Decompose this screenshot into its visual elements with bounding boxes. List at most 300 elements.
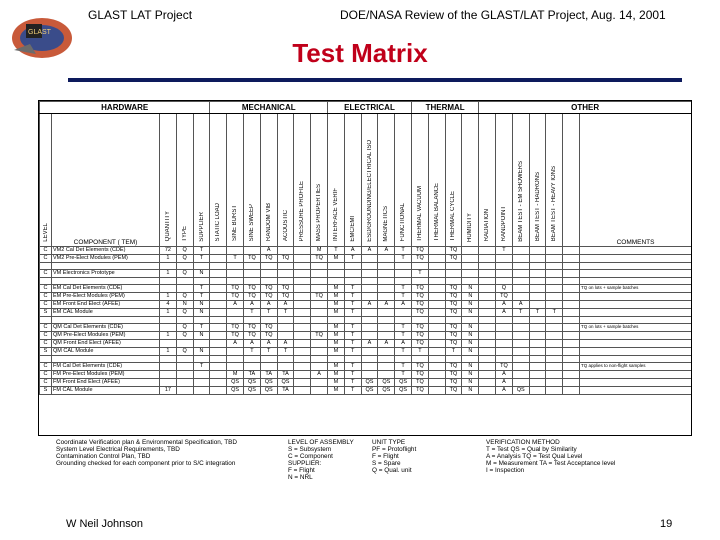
matrix-cell: QS: [260, 379, 277, 387]
matrix-cell: TQ: [496, 293, 513, 301]
column-header: HUMIDITY: [462, 114, 479, 247]
matrix-cell: T: [395, 285, 412, 293]
matrix-cell: 1: [160, 270, 177, 278]
matrix-cell: A: [277, 340, 294, 348]
matrix-cell: [428, 293, 445, 301]
matrix-cell: TQ: [244, 285, 261, 293]
matrix-cell: TQ: [445, 324, 462, 332]
matrix-cell: A: [378, 340, 395, 348]
matrix-cell: [563, 363, 580, 371]
comment-cell: TQ applies to non-flight samples: [580, 363, 692, 371]
matrix-cell: T: [344, 324, 361, 332]
matrix-cell: TQ: [496, 363, 513, 371]
matrix-cell: [227, 309, 244, 317]
matrix-cell: [210, 371, 227, 379]
matrix-cell: [361, 309, 378, 317]
matrix-cell: [546, 332, 563, 340]
matrix-cell: T: [395, 332, 412, 340]
matrix-cell: A: [227, 340, 244, 348]
matrix-cell: [512, 340, 529, 348]
matrix-cell: [378, 255, 395, 263]
matrix-cell: T: [395, 363, 412, 371]
matrix-cell: Q: [176, 247, 193, 255]
column-header: ACOUSTIC: [277, 114, 294, 247]
matrix-cell: [244, 363, 261, 371]
matrix-cell: N: [193, 309, 210, 317]
matrix-cell: [311, 301, 328, 309]
level-cell: C: [40, 363, 52, 371]
matrix-cell: [428, 309, 445, 317]
matrix-cell: N: [462, 332, 479, 340]
matrix-cell: QS: [395, 387, 412, 395]
matrix-cell: [361, 348, 378, 356]
matrix-cell: [546, 348, 563, 356]
matrix-cell: A: [277, 301, 294, 309]
matrix-cell: T: [412, 348, 429, 356]
matrix-cell: N: [462, 348, 479, 356]
matrix-cell: T: [395, 371, 412, 379]
matrix-cell: Q: [176, 293, 193, 301]
matrix-cell: A: [496, 387, 513, 395]
matrix-cell: [210, 255, 227, 263]
matrix-cell: [210, 309, 227, 317]
matrix-cell: [193, 371, 210, 379]
table-row: [40, 332, 692, 340]
matrix-cell: TQ: [412, 293, 429, 301]
matrix-cell: TQ: [412, 247, 429, 255]
matrix-cell: [260, 270, 277, 278]
matrix-cell: [361, 293, 378, 301]
matrix-cell: [563, 293, 580, 301]
matrix-cell: TQ: [445, 285, 462, 293]
legend-line: Coordinate Verification plan & Environmental Specification, TBD: [56, 439, 238, 446]
matrix-cell: [210, 340, 227, 348]
matrix-cell: T: [344, 301, 361, 309]
column-header: BEAM TEST - HADRONS: [529, 114, 546, 247]
matrix-cell: T: [344, 348, 361, 356]
matrix-cell: [546, 379, 563, 387]
matrix-cell: Q: [176, 255, 193, 263]
matrix-cell: [546, 255, 563, 263]
table-row: [40, 324, 692, 332]
column-header: BEAM TEST - HEAVY IONS: [546, 114, 563, 247]
matrix-cell: TQ: [227, 324, 244, 332]
matrix-cell: [160, 324, 177, 332]
level-cell: C: [40, 301, 52, 309]
legend-line: M = Measurement TA = Test Acceptance level: [486, 460, 616, 468]
matrix-cell: [294, 285, 311, 293]
matrix-cell: T: [344, 293, 361, 301]
matrix-cell: [160, 285, 177, 293]
matrix-cell: TQ: [445, 301, 462, 309]
column-header: SINE SWEEP: [244, 114, 261, 247]
column-header: QUANTITY: [160, 114, 177, 247]
matrix-cell: [479, 348, 496, 356]
matrix-cell: 72: [160, 247, 177, 255]
legend-line: F = Flight: [288, 467, 315, 475]
matrix-cell: TQ: [260, 285, 277, 293]
matrix-cell: QS: [227, 379, 244, 387]
logo-text: GLAST: [28, 29, 51, 36]
matrix-cell: [277, 332, 294, 340]
group-header: THERMAL: [412, 102, 479, 114]
matrix-cell: QS: [244, 387, 261, 395]
group-header: OTHER: [479, 102, 692, 114]
matrix-cell: [311, 309, 328, 317]
matrix-cell: [529, 255, 546, 263]
matrix-cell: T: [344, 285, 361, 293]
matrix-cell: T: [277, 348, 294, 356]
matrix-cell: [294, 309, 311, 317]
matrix-cell: [563, 309, 580, 317]
comment-cell: [580, 247, 692, 255]
matrix-cell: A: [244, 301, 261, 309]
matrix-cell: 1: [160, 255, 177, 263]
matrix-cell: [210, 301, 227, 309]
matrix-cell: TQ: [311, 293, 328, 301]
comment-cell: [580, 379, 692, 387]
matrix-cell: [529, 363, 546, 371]
matrix-cell: [479, 301, 496, 309]
component-cell: QM Cal Det Elements (CDE): [52, 324, 160, 332]
project-label: GLAST LAT Project: [88, 8, 193, 22]
legend-line: F = Flight: [372, 453, 399, 461]
matrix-cell: [428, 270, 445, 278]
matrix-cell: [294, 371, 311, 379]
matrix-cell: A: [344, 247, 361, 255]
matrix-cell: [428, 340, 445, 348]
level-cell: C: [40, 332, 52, 340]
component-cell: FM Front End Elect (AFEE): [52, 379, 160, 387]
matrix-cell: [529, 293, 546, 301]
column-header: EMC/EMI: [344, 114, 361, 247]
matrix-cell: [529, 371, 546, 379]
matrix-cell: [294, 324, 311, 332]
matrix-cell: T: [260, 348, 277, 356]
column-header: MAGNETICS: [378, 114, 395, 247]
matrix-cell: A: [260, 340, 277, 348]
matrix-cell: [294, 270, 311, 278]
matrix-cell: [529, 332, 546, 340]
component-cell: FM CAL Module: [52, 387, 160, 395]
matrix-cell: TQ: [445, 371, 462, 379]
matrix-cell: T: [395, 324, 412, 332]
column-header: BEAM TEST - EM SHOWERS: [512, 114, 529, 247]
matrix-cell: M: [328, 332, 345, 340]
test-matrix-table: [38, 100, 692, 436]
matrix-cell: T: [395, 293, 412, 301]
matrix-cell: A: [244, 340, 261, 348]
table-row: [40, 340, 692, 348]
matrix-cell: Q: [496, 285, 513, 293]
matrix-cell: QS: [227, 387, 244, 395]
matrix-cell: [176, 285, 193, 293]
matrix-cell: [546, 371, 563, 379]
matrix-cell: T: [227, 255, 244, 263]
matrix-cell: A: [361, 340, 378, 348]
comment-cell: [580, 301, 692, 309]
matrix-cell: [311, 387, 328, 395]
matrix-cell: A: [512, 301, 529, 309]
matrix-cell: [361, 270, 378, 278]
matrix-cell: [311, 379, 328, 387]
matrix-cell: TQ: [311, 332, 328, 340]
component-cell: FM Pre-Elect Modules (PEM): [52, 371, 160, 379]
matrix-cell: TQ: [445, 379, 462, 387]
matrix-cell: N: [462, 293, 479, 301]
legend-line: S = Spare: [372, 460, 401, 468]
level-cell: C: [40, 293, 52, 301]
matrix-cell: [428, 324, 445, 332]
matrix-cell: TA: [277, 371, 294, 379]
matrix-cell: QS: [244, 379, 261, 387]
matrix-cell: [479, 270, 496, 278]
matrix-cell: TQ: [412, 379, 429, 387]
matrix-cell: [428, 387, 445, 395]
matrix-cell: TQ: [244, 293, 261, 301]
matrix-cell: QS: [378, 387, 395, 395]
matrix-cell: [294, 332, 311, 340]
matrix-cell: [563, 301, 580, 309]
table-row: [40, 301, 692, 309]
comment-cell: [580, 255, 692, 263]
matrix-cell: QS: [395, 379, 412, 387]
level-header: LEVEL: [40, 114, 52, 247]
matrix-cell: A: [496, 309, 513, 317]
matrix-cell: TQ: [244, 255, 261, 263]
matrix-cell: [479, 340, 496, 348]
matrix-cell: [210, 270, 227, 278]
matrix-cell: TQ: [412, 255, 429, 263]
comment-cell: [580, 371, 692, 379]
table-row: [40, 309, 692, 317]
matrix-cell: T: [546, 309, 563, 317]
matrix-cell: [176, 371, 193, 379]
matrix-cell: [512, 332, 529, 340]
component-cell: QM CAL Module: [52, 348, 160, 356]
matrix-cell: TQ: [277, 293, 294, 301]
matrix-cell: [546, 363, 563, 371]
matrix-cell: [311, 285, 328, 293]
component-cell: EM Front End Elect (AFEE): [52, 301, 160, 309]
matrix-cell: [227, 247, 244, 255]
matrix-cell: [428, 363, 445, 371]
matrix-cell: [529, 285, 546, 293]
matrix-cell: T: [395, 348, 412, 356]
legend-unit-type: [372, 439, 416, 474]
matrix-cell: [378, 285, 395, 293]
matrix-cell: [210, 387, 227, 395]
level-cell: S: [40, 348, 52, 356]
matrix-cell: 17: [160, 387, 177, 395]
matrix-cell: [563, 285, 580, 293]
matrix-cell: T: [529, 309, 546, 317]
matrix-cell: [378, 324, 395, 332]
matrix-cell: N: [193, 270, 210, 278]
matrix-cell: TQ: [412, 332, 429, 340]
matrix-cell: 4: [160, 301, 177, 309]
matrix-cell: TQ: [412, 340, 429, 348]
column-header: THERMAL BALANCE: [428, 114, 445, 247]
matrix-cell: [294, 387, 311, 395]
group-header: ELECTRICAL: [328, 102, 412, 114]
matrix-cell: [193, 379, 210, 387]
matrix-cell: TQ: [412, 371, 429, 379]
comment-cell: [580, 332, 692, 340]
matrix-cell: [311, 270, 328, 278]
matrix-cell: M: [328, 293, 345, 301]
legend-line: UNIT TYPE: [372, 439, 406, 446]
spacer-row: [40, 263, 692, 270]
column-header: PRESSURE PROFILE: [294, 114, 311, 247]
matrix-cell: [294, 255, 311, 263]
matrix-cell: TQ: [412, 363, 429, 371]
level-cell: C: [40, 324, 52, 332]
matrix-cell: [311, 324, 328, 332]
matrix-cell: [361, 285, 378, 293]
matrix-cell: [512, 348, 529, 356]
matrix-cell: TA: [277, 387, 294, 395]
matrix-cell: T: [344, 255, 361, 263]
matrix-cell: 1: [160, 332, 177, 340]
comment-cell: [580, 270, 692, 278]
matrix-cell: [277, 247, 294, 255]
matrix-cell: [546, 293, 563, 301]
column-header: STATIC LOAD: [210, 114, 227, 247]
legend-line: LEVEL OF ASSEMBLY: [288, 439, 354, 446]
matrix-cell: [546, 270, 563, 278]
legend-line: I = Inspection: [486, 467, 525, 475]
legend-line: Contamination Control Plan, TBD: [56, 453, 151, 461]
matrix-cell: [361, 332, 378, 340]
matrix-cell: TQ: [244, 332, 261, 340]
comment-cell: [580, 340, 692, 348]
matrix-cell: M: [328, 379, 345, 387]
legend-line: N = NRL: [288, 474, 313, 482]
matrix-cell: TQ: [445, 293, 462, 301]
matrix-cell: TQ: [412, 309, 429, 317]
matrix-cell: QS: [260, 387, 277, 395]
matrix-cell: TQ: [445, 387, 462, 395]
matrix-cell: A: [496, 371, 513, 379]
legend-line: S = Subsystem: [288, 446, 332, 454]
column-header: RANDOM VIB: [260, 114, 277, 247]
comment-cell: TQ on lots + sample batches: [580, 324, 692, 332]
matrix-cell: TA: [260, 371, 277, 379]
matrix-cell: [563, 255, 580, 263]
matrix-cell: T: [193, 363, 210, 371]
level-cell: C: [40, 371, 52, 379]
matrix-cell: M: [328, 285, 345, 293]
legend-line: C = Component: [288, 453, 333, 461]
matrix-cell: TQ: [445, 363, 462, 371]
matrix-cell: M: [328, 371, 345, 379]
comment-cell: [580, 293, 692, 301]
matrix-cell: TQ: [445, 340, 462, 348]
matrix-cell: [227, 270, 244, 278]
matrix-cell: [210, 348, 227, 356]
matrix-cell: [563, 379, 580, 387]
level-cell: C: [40, 270, 52, 278]
column-header: ESD/GROUNDING/ELECTRICAL ISO: [361, 114, 378, 247]
column-header: FUNCTIONAL: [395, 114, 412, 247]
level-cell: C: [40, 247, 52, 255]
matrix-cell: [294, 340, 311, 348]
matrix-cell: N: [193, 332, 210, 340]
matrix-cell: [479, 309, 496, 317]
matrix-cell: TQ: [227, 332, 244, 340]
matrix-cell: [563, 387, 580, 395]
matrix-cell: A: [395, 301, 412, 309]
review-label: DOE/NASA Review of the GLAST/LAT Project, Aug. 14, 2001: [340, 8, 666, 22]
matrix-cell: TQ: [277, 255, 294, 263]
level-cell: C: [40, 340, 52, 348]
matrix-cell: N: [462, 301, 479, 309]
matrix-cell: [277, 363, 294, 371]
matrix-cell: [428, 348, 445, 356]
matrix-cell: A: [260, 247, 277, 255]
matrix-cell: TQ: [445, 309, 462, 317]
matrix-cell: [244, 247, 261, 255]
matrix-cell: [563, 348, 580, 356]
matrix-cell: [512, 293, 529, 301]
title-rule: [68, 78, 682, 82]
column-header: THERMAL CYCLE: [445, 114, 462, 247]
matrix-cell: [546, 247, 563, 255]
matrix-cell: [428, 379, 445, 387]
matrix-cell: TQ: [412, 324, 429, 332]
legend-notes: [56, 439, 237, 467]
legend-line: T = Test QS = Qual by Similarity: [486, 446, 577, 454]
matrix-cell: [563, 332, 580, 340]
matrix-cell: [512, 255, 529, 263]
matrix-cell: [529, 301, 546, 309]
legend-line: Q = Qual. unit: [372, 467, 412, 475]
matrix-cell: [277, 270, 294, 278]
matrix-cell: QS: [277, 379, 294, 387]
matrix-cell: TQ: [412, 285, 429, 293]
matrix-cell: [378, 363, 395, 371]
matrix-cell: QS: [378, 379, 395, 387]
table-row: [40, 371, 692, 379]
comment-cell: TQ on lots + sample batches: [580, 285, 692, 293]
legend-line: SUPPLIER:: [288, 460, 322, 468]
matrix-cell: [244, 270, 261, 278]
matrix-cell: [160, 340, 177, 348]
table-row: [40, 255, 692, 263]
spacer-row: [40, 356, 692, 363]
matrix-cell: Q: [176, 309, 193, 317]
matrix-cell: T: [244, 309, 261, 317]
matrix-cell: TQ: [277, 285, 294, 293]
legend-line: System Level Electrical Requirements, TBD: [56, 446, 180, 454]
matrix-cell: [160, 379, 177, 387]
matrix-cell: A: [395, 340, 412, 348]
legend-line: VERIFICATION METHOD: [486, 439, 560, 446]
comment-cell: [580, 387, 692, 395]
matrix-cell: [563, 270, 580, 278]
comment-cell: [580, 348, 692, 356]
matrix-cell: [529, 247, 546, 255]
matrix-cell: N: [462, 379, 479, 387]
comments-header: COMMENTS: [580, 114, 692, 247]
matrix-cell: [378, 270, 395, 278]
matrix-cell: T: [193, 324, 210, 332]
page-title: Test Matrix: [292, 38, 428, 68]
matrix-cell: A: [227, 301, 244, 309]
matrix-cell: TQ: [260, 332, 277, 340]
matrix-cell: TQ: [260, 293, 277, 301]
